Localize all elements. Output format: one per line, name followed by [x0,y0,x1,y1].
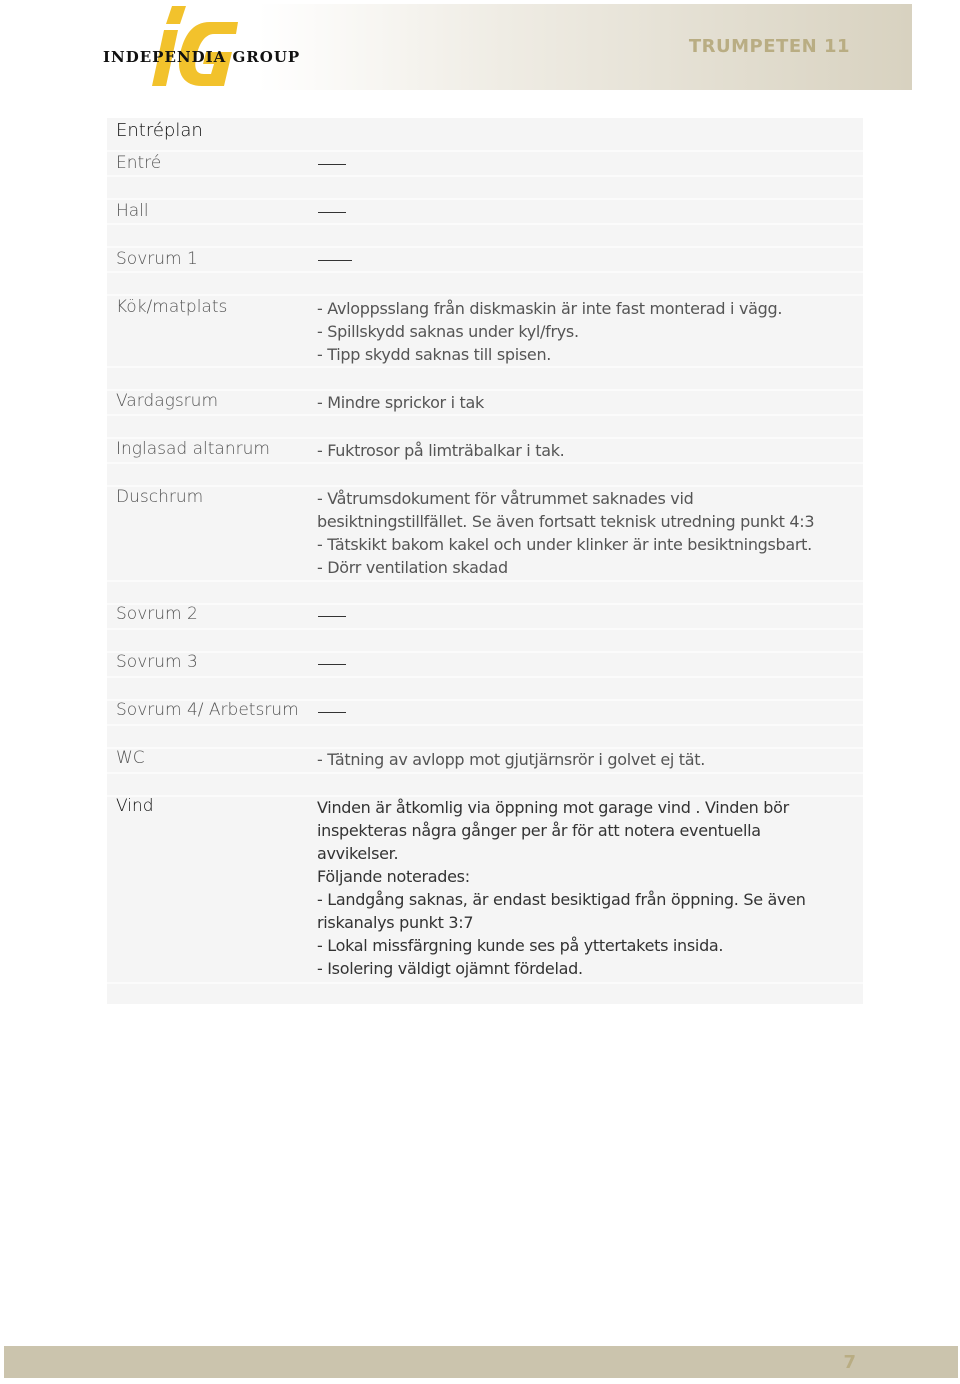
row-separator [107,246,863,248]
row-label-vardagsrum: Vardagsrum [116,391,219,411]
row-separator [107,724,863,726]
row-separator [107,294,863,296]
row-text-vind: Vinden är åtkomlig via öppning mot garage vind . Vinden bör inspekteras några gånger per år för att notera eventuella avvikelser. Följande noterades: - Landgång saknas, är endast besiktigad från öppning. Se även riskanalys punkt 3:7 - Lokal missfärgning kunde ses på yttertakets insida. - Isolering väldigt ojämnt fördelad. [317,798,806,978]
row-separator [107,982,863,984]
empty-dash [318,712,346,713]
row-label-sovrum-4-arbetsrum: Sovrum 4/ Arbetsrum [116,700,299,720]
page-number: 7 [843,1352,856,1373]
row-separator [107,651,863,653]
empty-dash [318,664,346,665]
row-separator [107,603,863,605]
row-separator [107,366,863,368]
row-text-wc: - Tätning av avlopp mot gjutjärnsrör i golvet ej tät. [317,750,706,769]
row-label-vind: Vind [116,796,154,816]
row-separator [107,414,863,416]
row-separator [107,271,863,273]
row-label-entre: Entré [116,153,162,173]
row-separator [107,175,863,177]
row-label-sovrum-3: Sovrum 3 [116,652,198,672]
empty-dash [318,212,346,213]
row-text-kok-matplats: - Avloppsslang från diskmaskin är inte fast monterad i vägg. - Spillskydd saknas under kyl/frys. - Tipp skydd saknas till spisen. [317,299,783,364]
row-separator [107,628,863,630]
row-separator [107,580,863,582]
company-logo [100,2,280,90]
row-separator [107,223,863,225]
section-title: Entréplan [116,120,203,141]
row-label-inglasad-altanrum: Inglasad altanrum [116,439,270,459]
row-label-wc: WC [116,748,145,768]
empty-dash [318,260,352,261]
empty-dash [318,164,346,165]
row-separator [107,772,863,774]
row-text-inglasad-altanrum: - Fuktrosor på limträbalkar i tak. [317,441,565,460]
row-separator [107,198,863,200]
row-text-duschrum: - Våtrumsdokument för våtrummet saknades vid besiktningstillfället. Se även fortsatt teknisk utredning punkt 4:3 - Tätskikt bakom kakel och under klinker är inte besiktningsbart. - Dörr ventilation skadad [317,489,815,577]
row-label-sovrum-2: Sovrum 2 [116,604,198,624]
row-label-duschrum: Duschrum [116,487,204,507]
logo-mark [152,6,238,86]
row-label-hall: Hall [116,201,149,221]
row-label-sovrum-1: Sovrum 1 [116,249,198,269]
row-text-vardagsrum: - Mindre sprickor i tak [317,393,484,412]
footer-band [4,1346,958,1378]
row-separator [107,150,863,152]
logo-text: INDEPENDIA GROUP [103,48,301,66]
empty-dash [318,616,346,617]
document-title: TRUMPETEN 11 [688,36,850,57]
row-separator [107,462,863,464]
row-separator [107,676,863,678]
row-label-kok-matplats: Kök/matplats [116,297,228,317]
